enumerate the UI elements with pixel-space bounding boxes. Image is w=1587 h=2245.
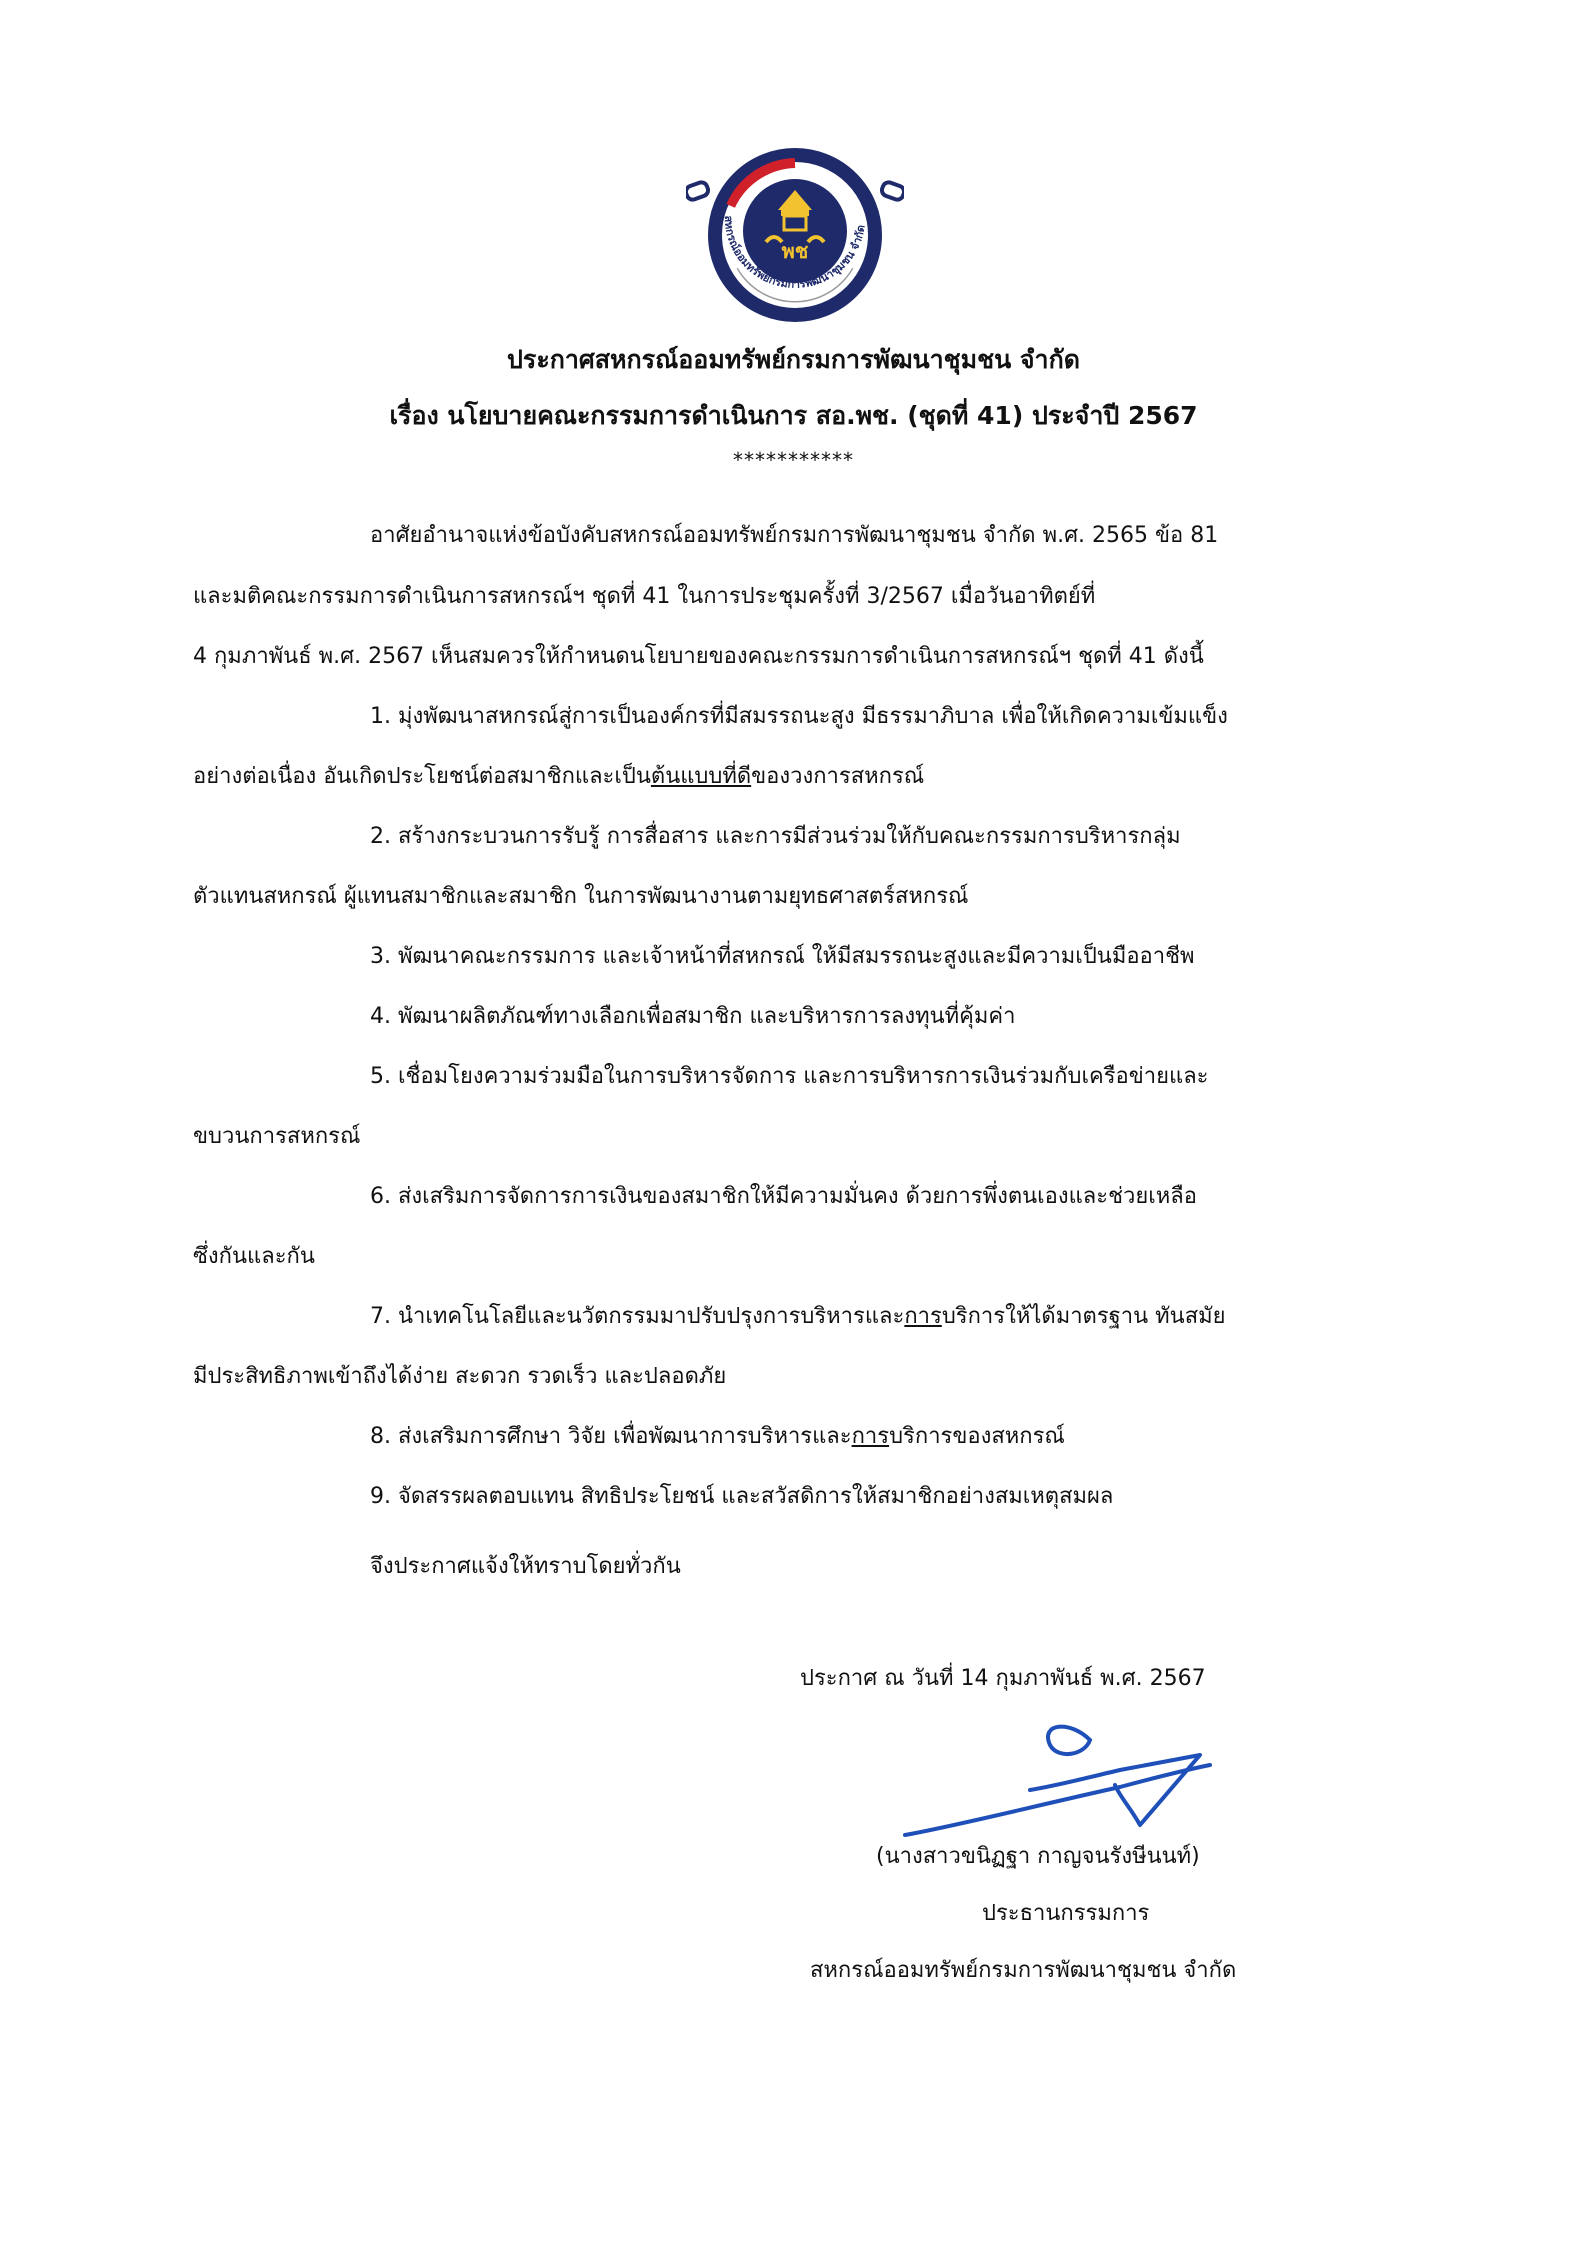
policy-5-line-1: 5. เชื่อมโยงความร่วมมือในการบริหารจัดการ และการบริหารการเงินร่วมกับเครือข่ายและ	[370, 1064, 1209, 1089]
handwritten-signature	[890, 1715, 1230, 1845]
signatory-name: (นางสาวขนิฏฐา กาญจนรังษีนนท์)	[876, 1844, 1200, 1869]
policy-7-line-2: มีประสิทธิภาพเข้าถึงได้ง่าย สะดวก รวดเร็ว และปลอดภัย	[193, 1364, 727, 1389]
preamble-line-3: 4 กุมภาพันธ์ พ.ศ. 2567 เห็นสมควรให้กำหนดนโยบายของคณะกรรมการดำเนินการสหกรณ์ฯ ชุดที่ 41 ดังนี้	[193, 644, 1204, 669]
signatory-position: ประธานกรรมการ	[982, 1901, 1150, 1926]
policy-4: 4. พัฒนาผลิตภัณฑ์ทางเลือกเพื่อสมาชิก และบริหารการลงทุนที่คุ้มค่า	[370, 1004, 1016, 1029]
preamble-line-2: และมติคณะกรรมการดำเนินการสหกรณ์ฯ ชุดที่ 41 ในการประชุมครั้งที่ 3/2567 เมื่อวันอาทิตย์ที่	[193, 584, 1096, 609]
announcement-date: ประกาศ ณ วันที่ 14 กุมภาพันธ์ พ.ศ. 2567	[800, 1666, 1206, 1691]
policy-1-line-2: อย่างต่อเนื่อง อันเกิดประโยชน์ต่อสมาชิกและเป็นต้นแบบที่ดีของวงการสหกรณ์	[193, 764, 925, 789]
signatory-organization: สหกรณ์ออมทรัพย์กรมการพัฒนาชุมชน จำกัด	[810, 1958, 1237, 1983]
policy-6-line-1: 6. ส่งเสริมการจัดการการเงินของสมาชิกให้มีความมั่นคง ด้วยการพึ่งตนเองและช่วยเหลือ	[370, 1184, 1197, 1209]
logo-ring-text: สหกรณ์ออมทรัพย์กรมการพัฒนาชุมชน จำกัด	[721, 215, 868, 291]
underlined-text: ต้นแบบที่ดี	[650, 764, 752, 789]
logo-emblem-text: พช	[781, 239, 809, 263]
policy-2-line-2: ตัวแทนสหกรณ์ ผู้แทนสมาชิกและสมาชิก ในการพัฒนางานตามยุทธศาสตร์สหกรณ์	[193, 884, 969, 909]
cooperative-logo	[686, 146, 904, 324]
policy-2-line-1: 2. สร้างกระบวนการรับรู้ การสื่อสาร และการมีส่วนร่วมให้กับคณะกรรมการบริหารกลุ่ม	[370, 824, 1181, 849]
preamble-line-1: อาศัยอำนาจแห่งข้อบังคับสหกรณ์ออมทรัพย์กรมการพัฒนาชุมชน จำกัด พ.ศ. 2565 ข้อ 81	[370, 523, 1219, 548]
policy-9: 9. จัดสรรผลตอบแทน สิทธิประโยชน์ และสวัสดิการให้สมาชิกอย่างสมเหตุสมผล	[370, 1484, 1114, 1509]
policy-5-line-2: ขบวนการสหกรณ์	[193, 1124, 361, 1149]
separator: ***********	[733, 448, 854, 472]
underlined-text: การ	[851, 1424, 890, 1449]
policy-1-line-1: 1. มุ่งพัฒนาสหกรณ์สู่การเป็นองค์กรที่มีสมรรถนะสูง มีธรรมาภิบาล เพื่อให้เกิดความเข้มแข็ง	[370, 704, 1228, 729]
underlined-text: การ	[904, 1304, 942, 1329]
policy-6-line-2: ซึ่งกันและกัน	[193, 1244, 315, 1269]
policy-8: 8. ส่งเสริมการศึกษา วิจัย เพื่อพัฒนาการบริหารและการบริการของสหกรณ์	[370, 1424, 1065, 1449]
policy-3: 3. พัฒนาคณะกรรมการ และเจ้าหน้าที่สหกรณ์ ให้มีสมรรถนะสูงและมีความเป็นมืออาชีพ	[370, 944, 1195, 969]
announcement-subject: เรื่อง นโยบายคณะกรรมการดำเนินการ สอ.พช. (ชุดที่ 41) ประจำปี 2567	[389, 401, 1198, 430]
announcement-title: ประกาศสหกรณ์ออมทรัพย์กรมการพัฒนาชุมชน จำกัด	[507, 345, 1080, 374]
policy-7-line-1: 7. นำเทคโนโลยีและนวัตกรรมมาปรับปรุงการบริหารและการบริการให้ได้มาตรฐาน ทันสมัย	[370, 1304, 1226, 1329]
closing-statement: จึงประกาศแจ้งให้ทราบโดยทั่วกัน	[370, 1554, 681, 1579]
